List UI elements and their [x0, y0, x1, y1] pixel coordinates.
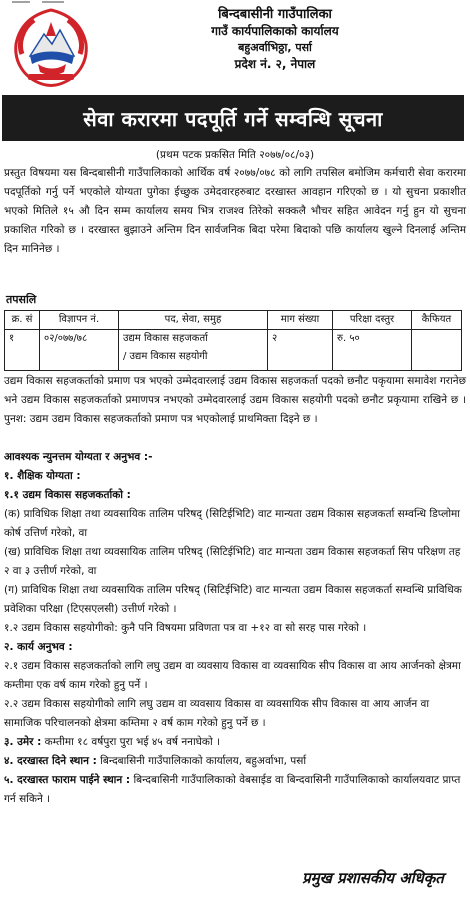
col-ad-number: विज्ञापन नं.	[40, 311, 119, 330]
table-row	[5, 330, 462, 371]
selection-description: उद्यम विकास सहजकर्ताको प्रमाण पत्र भएको उम्मेदवारलाई उद्यम विकास सहजकर्ता पदको छनौट पकृयामा समावेश गरानेछ भने उद्यम विकास सहजकर्ताको प्रमाणपत्र नभएको उम्मेदवारलाई उद्यम विकास सहयोगी पदको छनौट प्रकृयामा राखिने छ । पुनश: उद्यम उद्यम विकास सहजकर्ताको प्रमाण पत्र भएकोलाई प्राथमिक्ता दिइने छ ।	[4, 375, 466, 425]
municipality-name: बिन्दबासीनी गाउँपालिका	[218, 7, 332, 22]
requirement-kha: (ख) प्राविधिक शिक्षा तथा व्यवसायिक तालिम परिषद् (सिटिईभिटि) वाट मान्यता उद्यम विकास सहजकर्ता सिप परिक्षण तह २ वा ३ उत्तीर्ण गरेको, वा	[4, 546, 461, 577]
cell-remark	[412, 330, 462, 371]
age-label: ३. उमेर :	[4, 736, 42, 748]
requirement-ga: (ग) प्राविधिक शिक्षा तथा व्यवसायिक तालिम परिषद् (सिटिईभिटि) वाट मान्यता उद्यम विकास सहजकर्ता सम्वन्धि प्राविधिक प्रवेशिका परिक्षा (टिएसएलसी) उत्तीर्ण गरेको ।	[4, 584, 462, 615]
details-heading: तपसलि	[6, 293, 37, 306]
col-post: पद, सेवा, समुह	[119, 311, 268, 330]
province-line: प्रदेश नं. २, नेपाल	[234, 57, 316, 71]
education-heading: १. शैक्षिक योग्यता :	[4, 470, 81, 482]
intro-paragraph: प्रस्तुत विषयमा यस बिन्दबासीनी गाउँपालिकाको आर्थिक वर्ष २०७७/०७८ को लागि तपसिल बमोजिम कर्मचारी सेवा करारमा पदपूर्तिको गर्नु पर्ने भएकोले योग्यता पुगेका ईच्छुक उमेदवारहरुबाट दरखास्त आवहान गरिएको छ । यो सुचना प्रकाशीत भएको मितिले १५ औ दिन सम्म कार्यालय समय भित्र राजश्व तिरेको सक्कलै भौचर सहित आवेदन गर्नु हुन यो सुचना प्रकाशित गरिको छ । दरखास्त बुझाउने अन्तिम दिन सार्वजनिक बिदा परेमा बिदाको पछि कार्यालय खुल्ने दिनलाई अन्तिम दिन मानिनेछ ।	[4, 167, 466, 255]
cell-ad-number: ०२/०७७/७८	[40, 330, 119, 371]
facilitator-heading: १.१ उद्यम विकास सहजकर्ताको :	[4, 489, 131, 501]
office-name: गाउँ कार्यपालिकाको कार्यालय	[211, 24, 339, 38]
submission-place-line	[4, 752, 466, 771]
form-place-line	[4, 771, 466, 809]
nepal-emblem-icon	[8, 4, 94, 90]
form-place-label: ५. दरखास्त फाराम पाईने स्थान :	[4, 774, 131, 786]
signature-title: प्रमुख प्रशासकीय अधिकृत	[302, 869, 444, 887]
submission-place-label: ४. दरखास्त दिने स्थान :	[4, 755, 97, 767]
requirement-ka: (क) प्राविधिक शिक्षा तथा व्यवसायिक तालिम परिषद् (सिटिईभिटि) वाट मान्यता उद्यम विकास सहजकर्ता सम्वन्धि डिप्लोमा कोर्ष उत्तिर्ण गरेको, वा	[4, 508, 461, 539]
cell-fee: रु. ५०	[333, 330, 412, 371]
col-serial: क्र. सं	[5, 311, 40, 330]
cell-post	[119, 330, 268, 371]
age-text: कम्तीमा १८ वर्षपुरा पुरा भई ४५ वर्ष ननाघेको ।	[44, 736, 221, 748]
form-place-text: बिन्दबासिनी गाउँपालिकाको वेबसाईड वा बिन्दवासिनी गाउँपालिकाको कार्यालयवाट प्राप्त गर्न सकिने ।	[4, 774, 461, 805]
col-fee: परिक्षा दस्तुर	[333, 311, 412, 330]
experience-facilitator: २.१ उद्यम विकास सहजकर्ताको लागि लघु उद्यम वा व्यवसाय विकास वा व्यवसायिक सीप विकास वा आय आर्जनको क्षेत्रमा कम्तीमा एक वर्ष काम गरेको हुनु पर्ने ।	[4, 660, 461, 691]
publication-date: (प्रथम पटक प्रकसित मिति २०७७/०८/०३)	[155, 149, 315, 161]
requirements-title: आवश्यक न्युनत्तम योग्यता र अनुभव :-	[4, 451, 153, 463]
col-count: माग संख्या	[268, 311, 333, 330]
age-line	[4, 733, 466, 752]
organization-block	[95, 6, 455, 72]
experience-heading: २. कार्य अनुभव :	[4, 641, 73, 653]
post-name-1: उद्यम विकास सहजकर्ता	[123, 333, 208, 344]
submission-place-text: बिन्दबासिनी गाउँपालिकाको कार्यालय, बहुअर्वाभा, पर्सा	[100, 755, 307, 767]
assistant-education: १.२ उद्यम विकास सहयोगीको: कुनै पनि विषयमा प्रविणता पत्र वा +१२ वा सो सरह पास गरेको ।	[4, 622, 367, 634]
notice-title-banner: सेवा करारमा पदपूर्ति गर्ने सम्वन्धि सूचना	[2, 95, 464, 141]
office-address: बहुअर्वाभिठ्ठा, पर्सा	[238, 41, 312, 54]
header	[0, 0, 470, 92]
requirements-section	[4, 448, 466, 809]
table-header-row	[5, 311, 462, 330]
post-name-2: / उद्यम विकास सहयोगी	[123, 351, 208, 362]
cell-count: २	[268, 330, 333, 371]
col-remark: कैफियत	[412, 311, 462, 330]
cell-serial: १	[5, 330, 40, 371]
experience-assistant: २.२ उद्यम विकास सहयोगीको लागि लघु उद्यम वा व्यवसाय विकास वा व्यवसायिक सीप विकास वा आय आर्जन वा सामाजिक परिचालनको क्षेत्रमा कम्तिमा २ वर्ष काम गरेको हुनु पर्ने छ ।	[4, 698, 430, 729]
vacancy-table	[4, 310, 462, 371]
